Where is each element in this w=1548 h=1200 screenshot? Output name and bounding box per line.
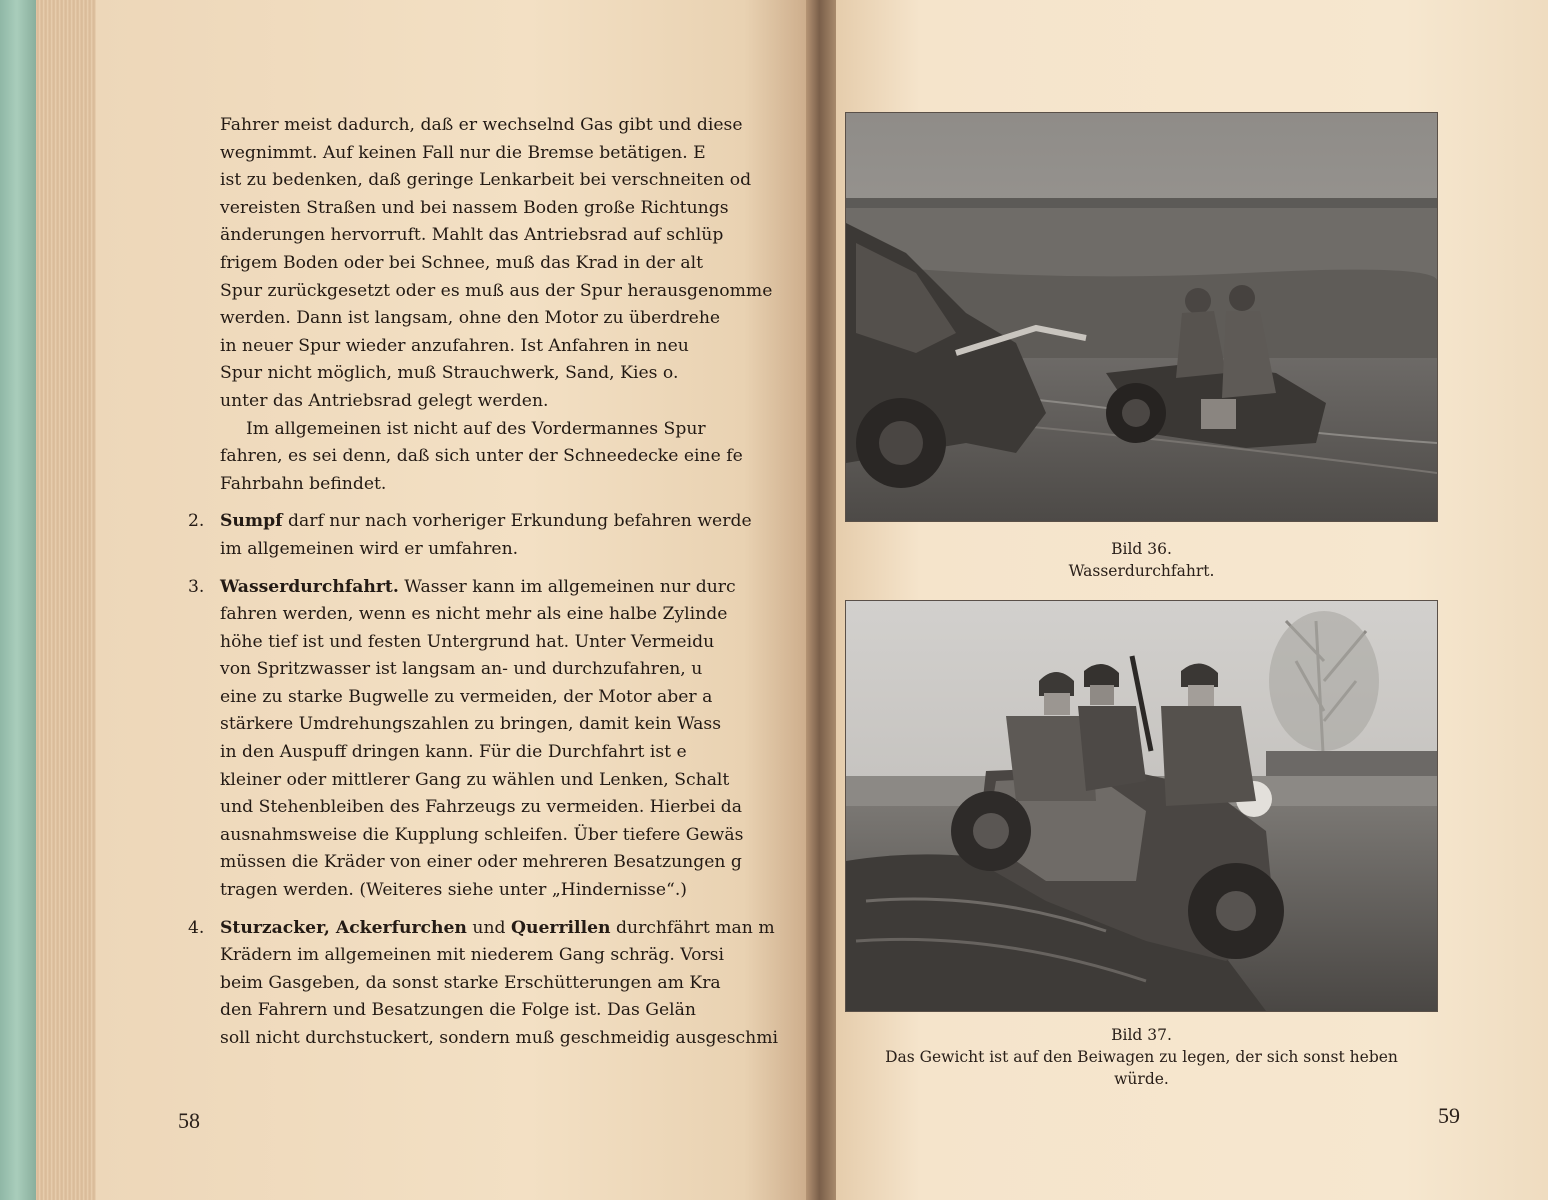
photo-water-crossing [846,113,1437,521]
list-number: 2. [188,511,205,532]
text-line: in den Auspuff dringen kann. Für die Durchfahrt ist e [220,742,687,763]
text-line: Krädern im allgemeinen mit niederem Gang schräg. Vorsi [220,945,725,966]
text-line: tragen werden. (Weiteres siehe unter „Hindernisse“.) [220,880,688,901]
text-segment: Wasser kann im allgemeinen nur durc [398,576,736,597]
text-line: Fahrbahn befindet. [220,473,387,494]
text-line: müssen die Kräder von einer oder mehreren Besatzungen g [220,852,742,873]
text-line: änderungen hervorruft. Mahlt das Antriebsrad auf schlüp [220,225,724,246]
text-line: ausnahmsweise die Kupplung schleifen. Über tiefere Gewäs [220,824,744,845]
text-segment: und [466,917,511,938]
text-line: höhe tief ist und festen Untergrund hat. Unter Vermeidu [220,631,715,652]
item-heading: Querrillen [511,917,611,938]
text-line: Spur nicht möglich, muß Strauchwerk, Sand, Kies o. [220,363,679,384]
text-line: von Spritzwasser ist langsam an- und durchzufahren, u [220,659,703,680]
text-line: unter das Antriebsrad gelegt werden. [220,390,549,411]
photo-sidecar-weight [846,601,1437,1011]
text-line: fahren werden, wenn es nicht mehr als eine halbe Zylinde [220,604,728,625]
page-number-left: 58 [178,1108,200,1133]
text-line: in neuer Spur wieder anzufahren. Ist Anfahren in neu [220,335,689,356]
text-line: ist zu bedenken, daß geringe Lenkarbeit bei verschneiten od [220,170,752,191]
figure-36-label: Bild 36. [1111,540,1172,558]
figure-36-caption: Wasserdurchfahrt. [1068,562,1215,580]
text-line: soll nicht durchstuckert, sondern muß geschmeidig ausgeschmi [220,1028,779,1048]
text-line: stärkere Umdrehungszahlen zu bringen, damit kein Wass [220,714,722,735]
text-line: kleiner oder mittlerer Gang zu wählen und Lenken, Schalt [220,769,730,790]
text-line: den Fahrern und Besatzungen die Folge ist. Das Gelän [220,1000,696,1021]
item-heading: Wasserdurchfahrt. [220,576,399,597]
figure-37-caption-line1: Das Gewicht ist auf den Beiwagen zu legen, der sich sonst heben [885,1048,1398,1066]
text-line: Im allgemeinen ist nicht auf des Vordermannes Spur [246,418,706,439]
list-number: 3. [188,576,205,597]
text-line: beim Gasgeben, da sonst starke Erschütterungen am Kra [220,972,721,993]
text-line: vereisten Straßen und bei nassem Boden große Richtungs [220,197,729,218]
figure-37-label: Bild 37. [1111,1026,1172,1044]
text-line: und Stehenbleiben des Fahrzeugs zu vermeiden. Hierbei da [220,797,743,818]
text-line: wegnimmt. Auf keinen Fall nur die Bremse betätigen. E [220,142,706,163]
text-line: werden. Dann ist langsam, ohne den Motor zu überdrehe [220,308,721,329]
text-line: Fahrer meist dadurch, daß er wechselnd Gas gibt und diese [220,115,743,135]
text-line: fahren, es sei denn, daß sich unter der Schneedecke eine fe [220,446,743,467]
item-heading: Sumpf [220,511,283,532]
text-line: im allgemeinen wird er umfahren. [220,538,519,559]
page-number-right: 59 [1438,1103,1460,1128]
text-segment: durchfährt man m [610,917,775,938]
list-item-wasserdurchfahrt [188,574,818,602]
list-item-sturzacker [188,915,818,943]
text-line: eine zu starke Bugwelle zu vermeiden, der Motor aber a [220,686,713,707]
item-heading: Sturzacker, Ackerfurchen [220,917,467,938]
text-segment: darf nur nach vorheriger Erkundung befahren werde [282,511,752,532]
figure-37-caption-line2: würde. [1114,1070,1169,1088]
left-page-text [188,112,818,1092]
text-line: Spur zurückgesetzt oder es muß aus der Spur herausgenomme [220,280,773,301]
text-line: frigem Boden oder bei Schnee, muß das Krad in der alt [220,252,703,273]
list-number: 4. [188,917,205,938]
list-item-sumpf [188,508,818,536]
